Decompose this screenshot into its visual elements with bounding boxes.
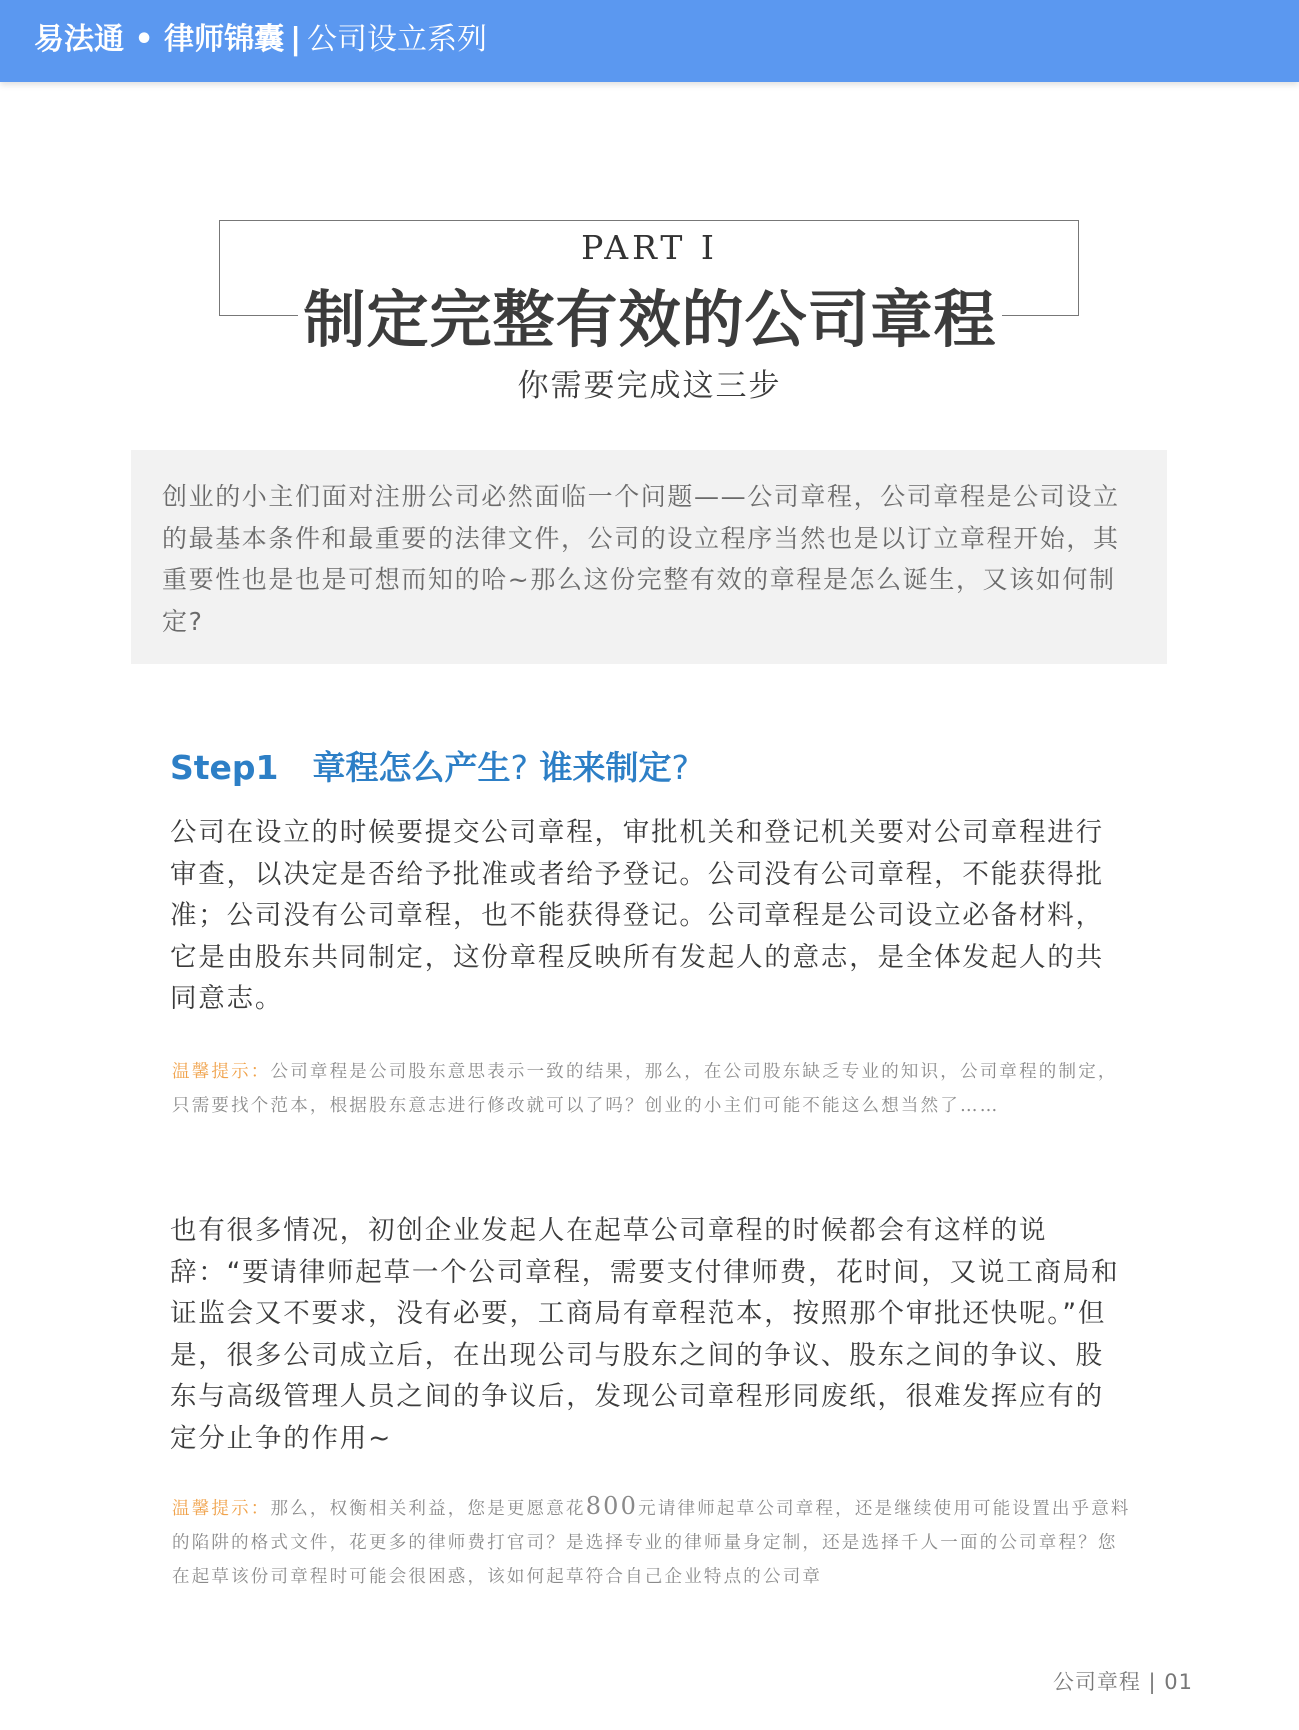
tip-2-label: 温馨提示： [172,1499,271,1519]
tip-1-label: 温馨提示： [172,1062,271,1082]
tip-2-text-b: 元请律师起草公司章程，还是继续使用可能设置出乎意料的陷阱的格式文件，花更多的律师费打官司？是选择专业的律师量身定制，还是选择千人一面的公司章程？您在起草该份司章程时可能会很困惑，该如何起草符合自己企业特点的公司章 [172,1499,1131,1587]
tip-2 [172,1489,1132,1591]
page-footer: 公司章程 | 01 [1052,1670,1193,1694]
step1-heading-part2: 谁来制定 [539,748,672,787]
header-brand: 易法通 • 律师锦囊 [34,22,285,57]
body-paragraph-2: 也有很多情况，初创企业发起人在起草公司章程的时候都会有这样的说辞：“要请律师起草一个公司章程，需要支付律师费，花时间，又说工商局和证监会又不要求，没有必要，工商局有章程范本，按照那个审批还快呢。”但是，很多公司成立后，在出现公司与股东之间的争议、股东之间的争议、股东与高级管理人员之间的争议后，发现公司章程形同废纸，很难发挥应有的定分止争的作用~ [170,1215,1120,1454]
step1-question-mark-2: ? [671,748,690,787]
part-label: PART I [581,228,718,267]
page-subtitle: 你需要完成这三步 [517,368,782,404]
tip-2-amount: 800 [585,1492,639,1520]
header-bar [0,0,1299,82]
tip-1 [172,1055,1132,1123]
tip-2-text-a: 那么，权衡相关利益，您是更愿意花 [270,1499,586,1519]
page-title: 制定完整有效的公司章程 [298,282,1002,358]
header-separator: | [290,22,302,57]
step1-question-mark-1: ? [510,748,529,787]
header-title [34,20,487,60]
header-series: 公司设立系列 [307,22,488,57]
intro-text: 创业的小主们面对注册公司必然面临一个问题——公司章程，公司章程是公司设立的最基本条件和最重要的法律文件，公司的设立程序当然也是以订立章程开始，其重要性也是也是可想而知的哈~那么这份完整有效的章程是怎么诞生，又该如何制定? [162,482,1120,636]
body-paragraph-1: 公司在设立的时候要提交公司章程，审批机关和登记机关要对公司章程进行审查，以决定是否给予批准或者给予登记。公司没有公司章程，不能获得批准；公司没有公司章程，也不能获得登记。公司章程是公司设立必备材料，它是由股东共同制定，这份章程反映所有发起人的意志，是全体发起人的共同意志。 [170,817,1104,1014]
tip-1-text: 公司章程是公司股东意思表示一致的结果，那么，在公司股东缺乏专业的知识，公司章程的制定，只需要找个范本，根据股东意志进行修改就可以了吗？创业的小主们可能不能这么想当然了…… [172,1062,1118,1116]
step1-heading [170,745,689,791]
step1-heading-part1: 章程怎么产生 [312,748,511,787]
step1-number: Step1 [170,748,279,787]
